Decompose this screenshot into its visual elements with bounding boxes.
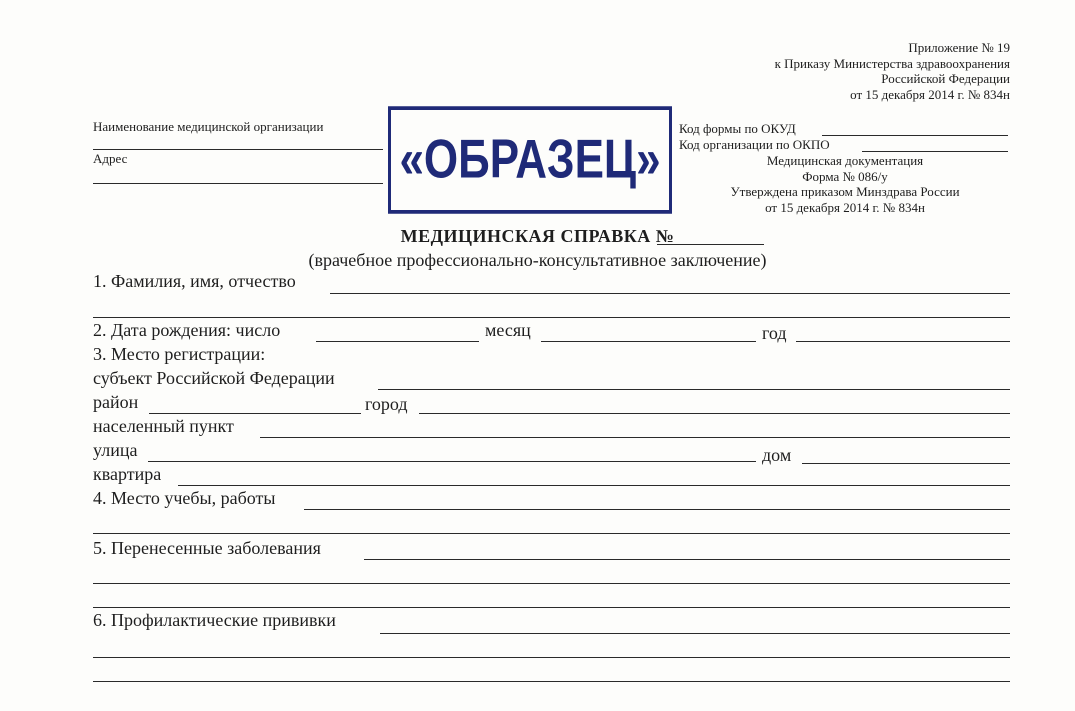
approved-date: от 15 декабря 2014 г. № 834н [765, 199, 925, 215]
field-study-work-label: 4. Место учебы, работы [93, 488, 276, 508]
field-full-name-line[interactable] [330, 293, 1010, 294]
field-house-label: дом [762, 445, 792, 465]
field-district-label: район [93, 392, 139, 412]
field-vaccinations-line[interactable] [380, 633, 1010, 634]
field-diseases-line-3[interactable] [93, 607, 1010, 608]
org-address-label: Адрес [93, 151, 128, 166]
sample-stamp-text: «ОБРАЗЕЦ» [399, 128, 661, 190]
document-title-text: МЕДИЦИНСКАЯ СПРАВКА № [400, 226, 675, 246]
document-subtitle: (врачебное профессионально-консультативное заключение) [308, 250, 767, 270]
org-name-label: Наименование медицинской организации [93, 119, 324, 134]
okpo-label: Код организации по ОКПО [679, 137, 830, 152]
field-street-line[interactable] [148, 461, 756, 462]
doc-type: Медицинская документация [766, 153, 924, 168]
okud-label: Код формы по ОКУД [679, 121, 796, 136]
okud-line[interactable] [822, 135, 1008, 136]
field-birth-day-line[interactable] [316, 341, 479, 342]
document-title [0, 226, 1075, 247]
appendix-header [775, 40, 1010, 102]
field-birth-year-label: год [762, 323, 787, 343]
field-district-line[interactable] [149, 413, 361, 414]
field-birth-month-label: месяц [485, 320, 531, 340]
field-study-work-line-2[interactable] [93, 533, 1010, 534]
field-locality-label: населенный пункт [93, 416, 234, 436]
field-diseases-line[interactable] [364, 559, 1010, 560]
field-diseases-label: 5. Перенесенные заболевания [93, 538, 321, 558]
field-birth-year-line[interactable] [796, 341, 1010, 342]
field-full-name-label: 1. Фамилия, имя, отчество [93, 271, 296, 291]
field-street-label: улица [93, 440, 138, 460]
field-apartment-label: квартира [93, 464, 162, 484]
field-apartment-line[interactable] [178, 485, 1010, 486]
field-city-line[interactable] [419, 413, 1010, 414]
org-name-line[interactable] [93, 149, 383, 150]
appendix-line: Российской Федерации [881, 71, 1010, 86]
field-vaccinations-line-2[interactable] [93, 657, 1010, 658]
field-subject-label: субъект Российской Федерации [93, 368, 335, 388]
org-address-line[interactable] [93, 183, 383, 184]
field-full-name-line-2[interactable] [93, 317, 1010, 318]
form-codes [680, 153, 1010, 215]
appendix-line: к Приказу Министерства здравоохранения [774, 55, 1010, 71]
approved-by: Утверждена приказом Минздрава России [730, 184, 960, 199]
form-number: Форма № 086/у [802, 168, 888, 184]
field-subject-line[interactable] [378, 389, 1010, 390]
field-registration-label: 3. Место регистрации: [93, 344, 266, 364]
field-birth-month-line[interactable] [541, 341, 756, 342]
appendix-line: Приложение № 19 [908, 40, 1010, 55]
okpo-line[interactable] [862, 151, 1008, 152]
field-locality-line[interactable] [260, 437, 1010, 438]
appendix-line: от 15 декабря 2014 г. № 834н [850, 86, 1010, 102]
field-study-work-line[interactable] [304, 509, 1010, 510]
field-birth-date-label: 2. Дата рождения: число [93, 320, 281, 340]
field-vaccinations-line-3[interactable] [93, 681, 1010, 682]
field-vaccinations-label: 6. Профилактические прививки [93, 610, 336, 630]
certificate-number-line[interactable] [657, 244, 764, 245]
field-house-line[interactable] [802, 463, 1010, 464]
field-diseases-line-2[interactable] [93, 583, 1010, 584]
field-city-label: город [365, 394, 408, 414]
sample-stamp [388, 106, 672, 214]
